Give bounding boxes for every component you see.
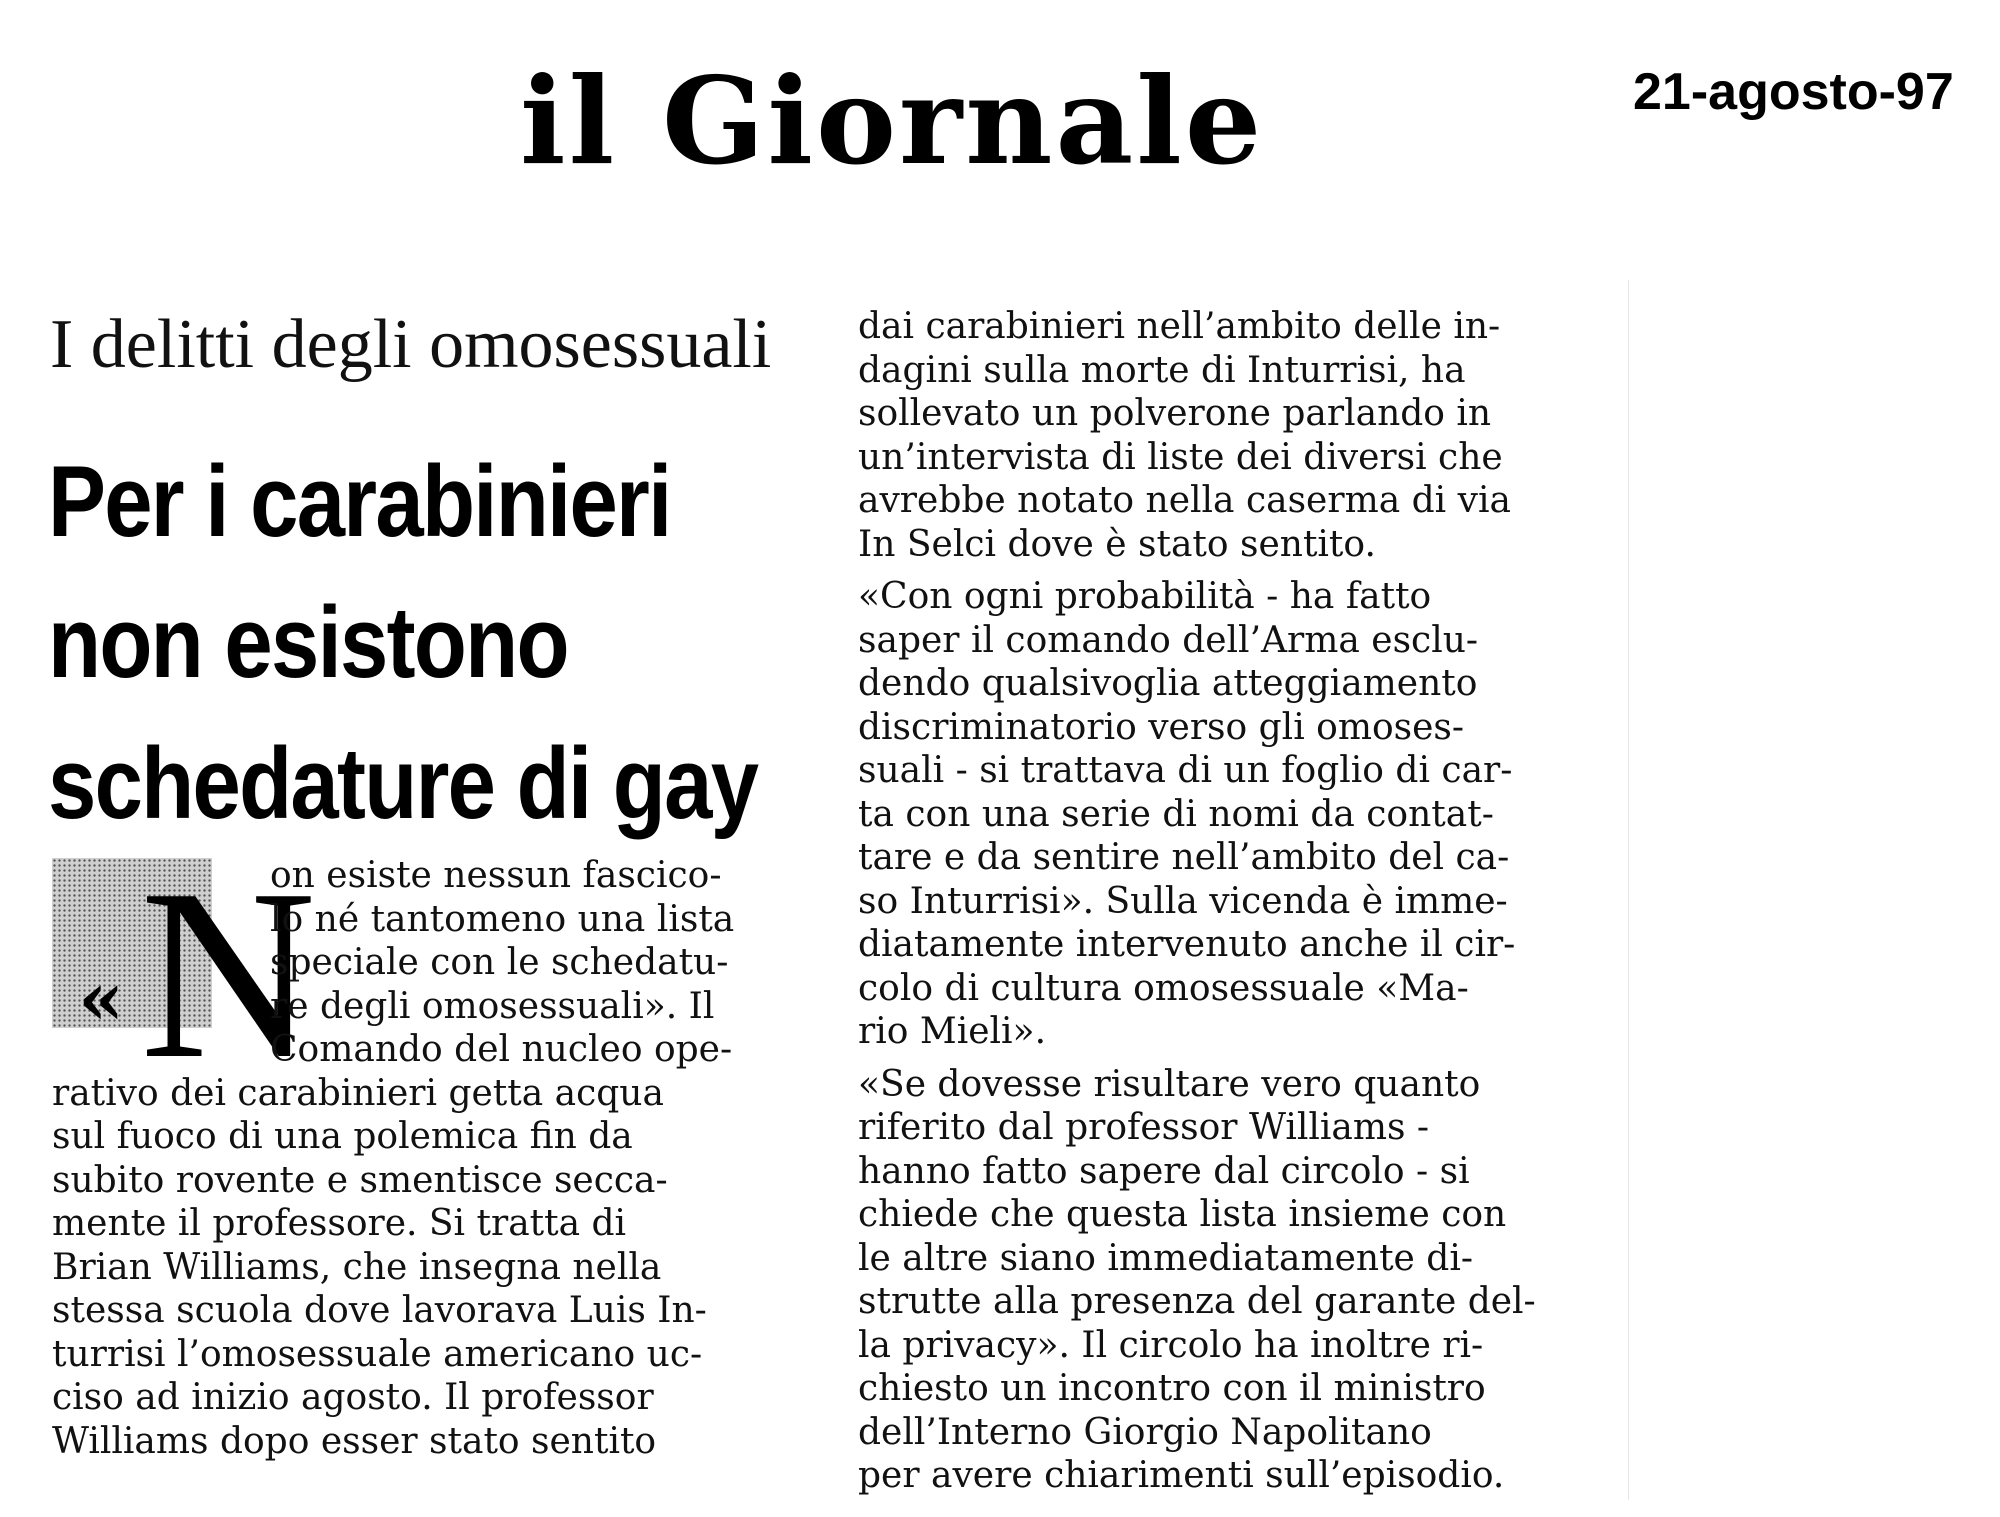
- text-line: rio Mieli».: [858, 1011, 1047, 1052]
- text-line: rativo dei carabinieri getta acqua: [52, 1072, 664, 1114]
- headline-line: schedature di gay: [48, 728, 758, 840]
- text-line: Williams dopo esser stato sentito: [52, 1420, 657, 1462]
- text-line: diatamente intervenuto anche il cir-: [858, 924, 1516, 965]
- text-line: riferito dal professor Williams -: [858, 1107, 1430, 1148]
- paragraph: [858, 575, 1618, 1054]
- text-line: le altre siano immediatamente di-: [858, 1237, 1474, 1279]
- article-headline: [48, 432, 808, 855]
- text-line: un’intervista di liste dei diversi che: [858, 436, 1503, 478]
- dropcap-quote: «: [78, 956, 125, 1042]
- text-line: mente il professore. Si tratta di: [52, 1203, 627, 1244]
- article-kicker: I delitti degli omosessuali: [50, 306, 772, 383]
- text-line: so Inturrisi». Sulla vicenda è imme-: [858, 880, 1508, 922]
- text-line: stessa scuola dove lavorava Luis In-: [52, 1290, 707, 1331]
- text-line: ta con una serie di nomi da contat-: [858, 793, 1494, 835]
- text-line: strutte alla presenza del garante del-: [858, 1281, 1536, 1322]
- masthead: il Giornale: [520, 51, 1265, 192]
- paragraph: [858, 1063, 1618, 1498]
- article-column-1: [52, 839, 797, 1463]
- paragraph: [858, 305, 1618, 566]
- text-line: «Se dovesse risultare vero quanto: [858, 1063, 1481, 1105]
- text-line: lo né tantomeno una lista: [270, 898, 735, 940]
- text-line: subito rovente e smentisce secca-: [52, 1159, 668, 1201]
- text-line: discriminatorio verso gli omoses-: [858, 706, 1465, 748]
- text-line: tare e da sentire nell’ambito del ca-: [858, 837, 1510, 878]
- text-line: dagini sulla morte di Inturrisi, ha: [858, 349, 1466, 391]
- text-line: avrebbe notato nella caserma di via: [858, 480, 1511, 521]
- text-line: la privacy». Il circolo ha inoltre ri-: [858, 1324, 1484, 1366]
- clipping-edge-rule: [1628, 280, 1629, 1500]
- text-line: sollevato un polverone parlando in: [858, 393, 1492, 434]
- headline-line: Per i carabinieri: [48, 446, 671, 558]
- text-line: Brian Williams, che insegna nella: [52, 1246, 662, 1288]
- text-line: turrisi l’omosessuale americano uc-: [52, 1333, 703, 1375]
- text-line: saper il comando dell’Arma esclu-: [858, 619, 1479, 661]
- text-line: ciso ad inizio agosto. Il professor: [52, 1377, 654, 1418]
- headline-line: non esistono: [48, 587, 568, 699]
- text-line: Comando del nucleo ope-: [270, 1029, 733, 1070]
- article-column-2: [858, 305, 1618, 1498]
- text-line: «Con ogni probabilità - ha fatto: [858, 576, 1432, 617]
- text-line: chiede che questa lista insieme con: [858, 1194, 1507, 1235]
- text-line: chiesto un incontro con il ministro: [858, 1368, 1486, 1409]
- text-line: hanno fatto sapere dal circolo - si: [858, 1150, 1470, 1192]
- text-line: In Selci dove è stato sentito.: [858, 523, 1376, 565]
- text-line: speciale con le schedatu-: [270, 942, 729, 983]
- text-line: on esiste nessun fascico-: [270, 855, 722, 896]
- text-line: dai carabinieri nell’ambito delle in-: [858, 306, 1501, 347]
- text-line: colo di cultura omosessuale «Ma-: [858, 967, 1469, 1009]
- text-line: per avere chiarimenti sull’episodio.: [858, 1455, 1505, 1496]
- text-line: sul fuoco di una polemica fin da: [52, 1116, 633, 1157]
- text-line: suali - si trattava di un foglio di car-: [858, 750, 1513, 791]
- dropcap-letter: N: [140, 839, 317, 1109]
- text-line: dendo qualsivoglia atteggiamento: [858, 663, 1478, 704]
- text-line: re degli omosessuali». Il: [270, 985, 715, 1027]
- text-line: dell’Interno Giorgio Napolitano: [858, 1411, 1432, 1453]
- publication-date: 21-agosto-97: [1633, 63, 1954, 121]
